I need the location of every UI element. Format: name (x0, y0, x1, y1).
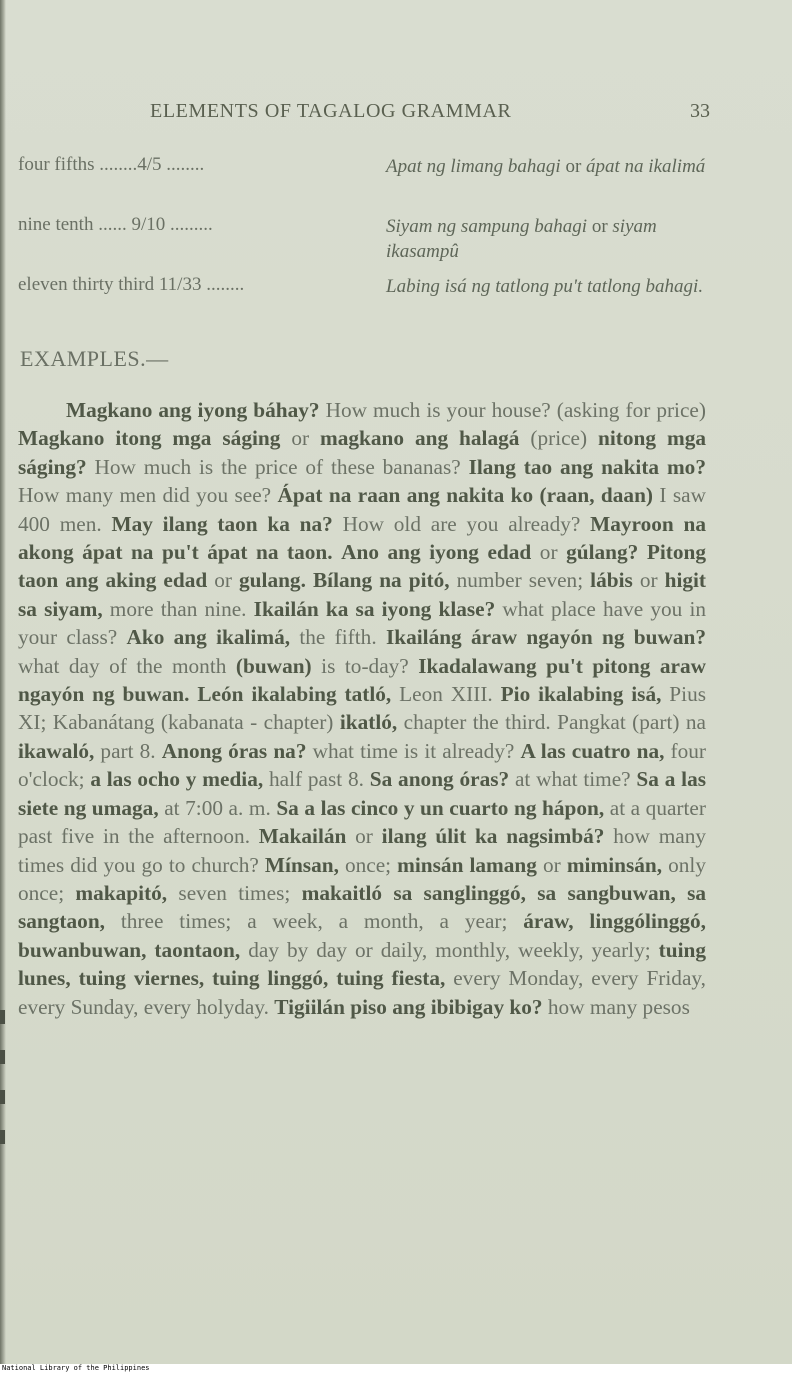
tagalog-phrase: Pio ikalabing isá, (500, 682, 662, 707)
binding-mark (0, 1050, 5, 1064)
english-gloss: what time is it already? (306, 738, 521, 763)
tagalog-phrase: ikatló, (339, 710, 398, 735)
english-gloss: How much is your house? (asking for price) (319, 398, 706, 422)
english-gloss: seven times; (167, 880, 302, 905)
english-gloss: how many pesos (542, 994, 690, 1019)
english-gloss: half past 8. (263, 767, 370, 792)
tagalog-phrase: gulang. (239, 568, 306, 593)
english-gloss: or (531, 540, 567, 565)
tagalog-phrase: May ilang taon ka na? (111, 511, 333, 536)
english-gloss: every Monday, every Friday, every Sunday, every holyday. (18, 966, 707, 1019)
tagalog-phrase: Ikailáng áraw ngayón ng buwan? (385, 625, 707, 650)
fraction-row (18, 150, 710, 210)
english-gloss: or (536, 852, 567, 877)
tagalog-phrase: Sa a las siete ng umaga, (18, 767, 707, 820)
tagalog-phrase: Ikailán ka sa iyong klase? (253, 596, 496, 621)
tagalog-phrase: Ikadalawang pu't pitong araw ngayón ng buwan. (18, 653, 706, 707)
english-gloss: what place have you in your class? (18, 596, 707, 650)
english-gloss: day by day or daily, monthly, weekly, yearly; (240, 937, 659, 962)
english-gloss: (price) (519, 426, 599, 451)
tagalog-phrase: Ilang tao ang nakita mo? (468, 454, 706, 479)
tagalog-phrase: Makailán (258, 824, 347, 849)
examples-paragraph (18, 396, 706, 1021)
english-gloss: at a quarter past five in the afternoon. (18, 795, 706, 849)
tagalog-phrase: nitong mga ságing? (18, 426, 707, 479)
tagalog-phrase: Mayroon na akong ápat na pu't ápat na taon. (18, 511, 706, 565)
tagalog-phrase: Magkano ang iyong báhay? (66, 398, 320, 422)
english-gloss: is to-day? (311, 653, 419, 678)
tagalog-phrase: A las cuatro na, (520, 738, 665, 763)
tagalog-phrase: makapitó, (75, 880, 168, 905)
tagalog-phrase: Pitong taon ang aking edad (18, 540, 707, 593)
tagalog-phrase: minsán lamang (397, 852, 537, 877)
page-number: 33 (690, 100, 710, 122)
english-gloss: once; (338, 852, 398, 877)
tagalog-phrase: a las ocho y media, (90, 767, 264, 792)
binding-marks (0, 1010, 6, 1170)
tagalog-phrase: Tigiilán piso ang ibibigay ko? (274, 994, 543, 1019)
english-gloss: chapter the third. Pangkat (part) na (397, 710, 707, 735)
english-gloss: the fifth. (290, 625, 386, 650)
tagalog-phrase: Anong óras na? (161, 738, 307, 763)
fraction-table (18, 150, 710, 330)
fraction-tagalog: Siyam ng sampung bahagi or siyam ikasampû (386, 216, 657, 262)
running-title: ELEMENTS OF TAGALOG GRAMMAR (150, 100, 512, 122)
english-gloss: or (346, 824, 382, 849)
fraction-tagalog: Labing isá ng tatlong pu't tatlong bahagi. (386, 276, 704, 297)
english-gloss: How much is the price of these bananas? (86, 454, 469, 479)
fraction-row (18, 210, 710, 270)
tagalog-phrase: áraw, linggólinggó, buwanbuwan, taontaon, (18, 909, 706, 962)
english-gloss: Pius XI; Kabanátang (kabanata - chapter) (18, 682, 707, 735)
english-gloss: what day of the month (18, 653, 236, 678)
tagalog-phrase: Bílang na pitó, (312, 568, 450, 593)
english-gloss: how many times did you go to church? (18, 824, 707, 877)
english-gloss: or (632, 568, 665, 593)
fraction-row (18, 270, 710, 330)
english-gloss: at what time? (509, 767, 637, 792)
english-gloss: more than nine. (102, 596, 254, 621)
tagalog-phrase: higit sa siyam, (18, 568, 707, 621)
english-gloss: How old are you already? (332, 511, 591, 536)
tagalog-phrase: Ápat na raan ang nakita ko (raan, (277, 483, 595, 508)
tagalog-phrase: miminsán, (566, 852, 663, 877)
section-heading: EXAMPLES.— (20, 346, 169, 371)
english-gloss (638, 540, 647, 564)
english-gloss (306, 568, 313, 592)
english-gloss: I saw 400 men. (18, 483, 706, 536)
tagalog-phrase: ilang úlit ka nagsimbá? (381, 824, 605, 849)
binding-mark (0, 1010, 5, 1024)
english-gloss: Leon XIII. (391, 682, 501, 707)
fraction-english: eleven thirty third 11/33 ........ (18, 274, 245, 295)
tagalog-phrase: gúlang? (566, 540, 639, 565)
english-gloss: at 7:00 a. m. (158, 795, 277, 820)
tagalog-phrase: ikawaló, (18, 738, 95, 763)
tagalog-phrase: Sa anong óras? (369, 767, 510, 792)
english-gloss: three times; a week, a month, a year; (105, 909, 524, 934)
tagalog-phrase: Ako ang ikalimá, (126, 625, 291, 650)
library-credit: National Library of the Philippines (2, 1364, 150, 1372)
english-gloss: or (207, 568, 240, 593)
tagalog-phrase: Magkano itong mga ságing (18, 426, 281, 451)
binding-mark (0, 1090, 5, 1104)
tagalog-phrase: daan) (600, 483, 653, 508)
tagalog-phrase: Sa a las cinco y un cuarto ng hápon, (276, 795, 605, 820)
fraction-english: four fifths ........4/5 ........ (18, 154, 205, 175)
tagalog-phrase: (buwan) (235, 653, 312, 678)
tagalog-phrase: lábis (590, 568, 633, 593)
english-gloss: or (280, 426, 321, 451)
tagalog-phrase: tuing lunes, tuing viernes, tuing linggó, tuing fiesta, (18, 937, 707, 991)
english-gloss: part 8. (94, 738, 162, 763)
english-gloss: four o'clock; (18, 738, 707, 792)
tagalog-phrase: magkano ang halagá (320, 426, 520, 451)
fraction-english: nine tenth ...... 9/10 ......... (18, 214, 213, 235)
tagalog-phrase: Ano ang iyong edad (341, 540, 532, 565)
english-gloss: How many men did you see? (18, 483, 278, 508)
fraction-tagalog: Apat ng limang bahagi or ápat na ikalimá (386, 156, 706, 177)
tagalog-phrase: León ikalabing tatló, (197, 682, 392, 707)
footer-strip (0, 1364, 792, 1373)
tagalog-phrase: Mínsan, (264, 852, 339, 877)
tagalog-phrase: makaitló sa sanglinggó, sa sangbuwan, sa sangtaon, (18, 880, 706, 934)
english-gloss: only once; (18, 852, 707, 905)
english-gloss (333, 540, 342, 564)
english-gloss: number seven; (449, 568, 591, 593)
running-header (150, 100, 710, 130)
binding-mark (0, 1130, 5, 1144)
